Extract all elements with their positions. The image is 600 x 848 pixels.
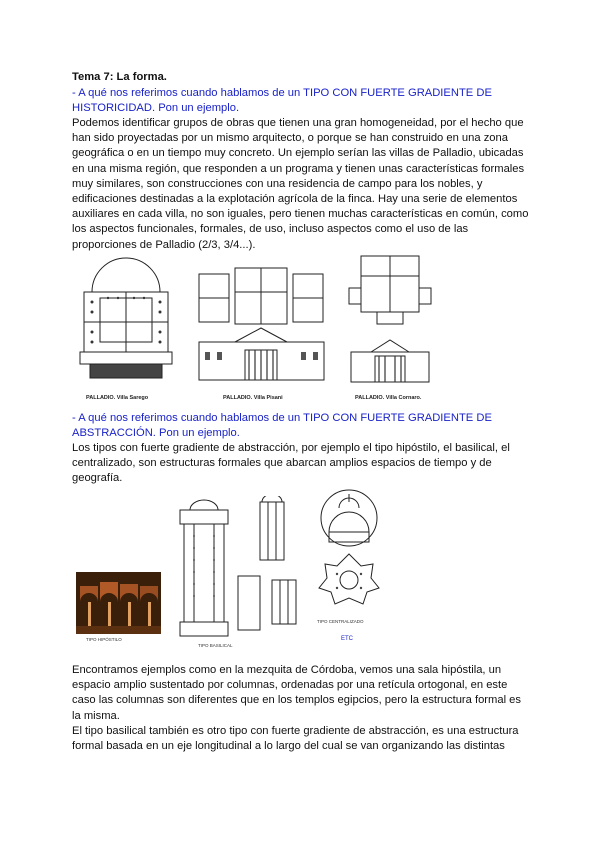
doc-title: Tema 7: La forma. [72, 71, 167, 83]
paragraph-abstraccion: Los tipos con fuerte gradiente de abstracción, por ejemplo el tipo hipóstilo, el basilical, el centralizado, son estructuras formales que abarcan amplios espacios de tiempo y de geografía. [72, 442, 510, 485]
caption-villa-sarego: PALLADIO. Villa Sarego [86, 395, 149, 401]
caption-tipo-basilical: TIPO BASILICAL [198, 643, 233, 648]
paragraph-historicidad: Podemos identificar grupos de obras que tienen una gran homogeneidad, por el hecho que han sido proyectadas por un mismo arquitecto, o porque se han construido en una zona geográfica o en un tiempo muy concreto. Un ejemplo serían las villas de Palladio, ubicadas en una misma región, que responden a un programa y tienen unas características formales muy similares, son construcciones con una residencia de campo para los nobles, y edificaciones destinadas a la explotación agrícola de la finca. Hay una serie de elementos auxiliares en cada villa, no son iguales, pero tienen muchas características en común, como los aspectos funcionales, formales, de uso, incluso aspectos como el uso de las proporciones de Palladio (2/3, 3/4...). [72, 117, 529, 251]
caption-tipo-hipostilo: TIPO HIPÓSTILO [86, 637, 122, 642]
caption-villa-pisani: PALLADIO. Villa Pisani [223, 395, 283, 401]
figure-villa-sarego [72, 252, 180, 401]
villa-pisani-drawing [195, 262, 328, 384]
question-abstraccion: - A qué nos referimos cuando hablamos de un TIPO CON FUERTE GRADIENTE DE ABSTRACCIÓN. Pon un ejemplo. [72, 412, 492, 440]
figure-villa-pisani [195, 262, 328, 401]
figure-tipo-hipostilo [76, 572, 161, 642]
mezquita-photo [76, 572, 161, 634]
figure-tipo-centralizado [317, 488, 382, 626]
paragraph-basilical: El tipo basilical también es otro tipo con fuerte gradiente de abstracción, es una estructura formal basada en un eje longitudinal a lo largo del cual se van organizando las distintas [72, 725, 519, 753]
caption-villa-cornaro: PALLADIO. Villa Cornaro. [355, 395, 422, 401]
caption-tipo-centralizado: TIPO CENTRALIZADO [317, 619, 364, 624]
villa-cornaro-drawing [347, 252, 432, 386]
question-historicidad: - A qué nos referimos cuando hablamos de un TIPO CON FUERTE GRADIENTE DE HISTORICIDAD. Pon un ejemplo. [72, 87, 492, 115]
figure-villa-cornaro [347, 252, 432, 401]
villa-sarego-plan-drawing [72, 252, 180, 382]
basilical-plans-drawing [176, 496, 302, 640]
centralizado-drawing [317, 488, 382, 616]
paragraph-mezquita: Encontramos ejemplos como en la mezquita de Córdoba, vemos una sala hipóstila, un espacio amplio sustentado por columnas, ordenadas por una retícula ortogonal, en este caso las columnas son diferentes que en los templos egipcios, pero la estructura formal es la misma. [72, 664, 521, 722]
etc-label: ETC [341, 636, 353, 642]
figure-tipo-basilical [176, 496, 302, 648]
